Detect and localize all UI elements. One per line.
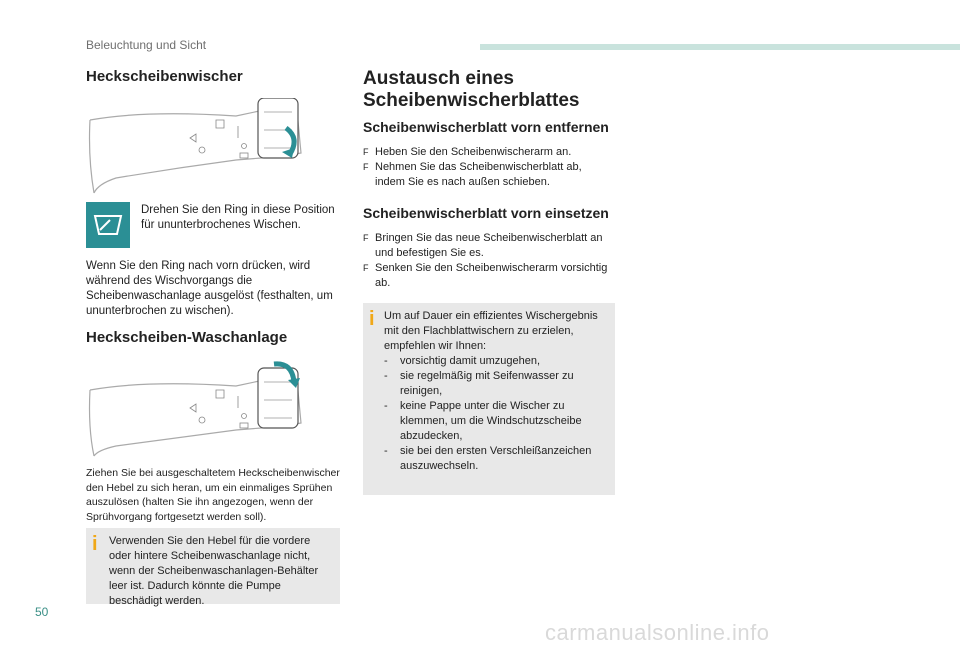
page-number: 50: [35, 605, 49, 619]
install-steps-list: [363, 231, 608, 291]
info-text-pump: Verwenden Sie den Hebel für die vordere oder hintere Scheibenwaschanlage nicht, wenn der Scheibenwaschanlagen-Behälter leer ist. Dadurch könnte die Pumpe beschädigt werden.: [109, 535, 319, 607]
list-item: - sie regelmäßig mit Seifenwasser zu reinigen,: [384, 370, 574, 397]
heading-rear-washer: Heckscheiben-Waschanlage: [86, 329, 288, 346]
icon-caption: Drehen Sie den Ring in diese Position für ununterbrochenes Wischen.: [141, 204, 335, 231]
bullet-icon: F: [363, 162, 369, 172]
list-item: - keine Pappe unter die Wischer zu klemmen, um die Windschutzscheibe abzudecken,: [384, 400, 582, 442]
info-text-care: Um auf Dauer ein effizientes Wischergebnis mit den Flachblattwischern zu erzielen, empfehlen wir Ihnen:: [384, 310, 598, 352]
heading-rear-wiper: Heckscheibenwischer: [86, 68, 243, 85]
title-replace-blade: [363, 68, 579, 112]
continuous-wipe-icon: [86, 202, 130, 248]
wiper-stalk-pull-illustration: [86, 358, 321, 458]
list-item: - vorsichtig damit umzugehen,: [384, 355, 541, 367]
header-bar: [480, 44, 960, 50]
wiper-stalk-illustration: [86, 98, 321, 198]
bullet-icon: F: [363, 233, 369, 243]
heading-remove-front-blade: Scheibenwischerblatt vorn entfernen: [363, 119, 609, 135]
list-item: F Nehmen Sie das Scheibenwischerblatt ab, indem Sie es nach außen schieben.: [363, 161, 582, 188]
bullet-icon: F: [363, 147, 369, 157]
list-item: - sie bei den ersten Verschleißanzeichen auszuwechseln.: [384, 445, 592, 472]
info-box-pump: [86, 528, 340, 607]
heading-install-front-blade: Scheibenwischerblatt vorn einsetzen: [363, 205, 609, 221]
title-line-2: Scheibenwischerblattes: [363, 90, 580, 111]
list-item: F Heben Sie den Scheibenwischerarm an.: [363, 146, 572, 158]
list-item: F Senken Sie den Scheibenwischerarm vorsichtig ab.: [363, 262, 608, 289]
remove-steps-list: [363, 145, 608, 190]
info-icon: i: [369, 308, 375, 330]
section-title: Beleuchtung und Sicht: [86, 38, 207, 52]
bullet-icon: F: [363, 263, 369, 273]
care-tips-list: [384, 354, 610, 474]
info-icon: i: [92, 533, 98, 555]
title-line-1: Austausch eines: [363, 68, 514, 89]
paragraph-pull-lever: Ziehen Sie bei ausgeschaltetem Heckscheibenwischer den Hebel zu sich heran, um ein einmaliges Sprühen auszulösen (halten Sie ihn angezogen, wenn der Sprühvorgang fortgesetzt werden soll).: [86, 467, 340, 523]
info-box-care: [363, 303, 615, 495]
paragraph-ring-forward: Wenn Sie den Ring nach vorn drücken, wird während des Wischvorgangs die Scheibenwaschanlage ausgelöst (festhalten, um ununterbrochen zu wischen).: [86, 260, 333, 317]
watermark: carmanualsonline.info: [545, 620, 770, 645]
list-item: F Bringen Sie das neue Scheibenwischerblatt an und befestigen Sie es.: [363, 232, 603, 259]
